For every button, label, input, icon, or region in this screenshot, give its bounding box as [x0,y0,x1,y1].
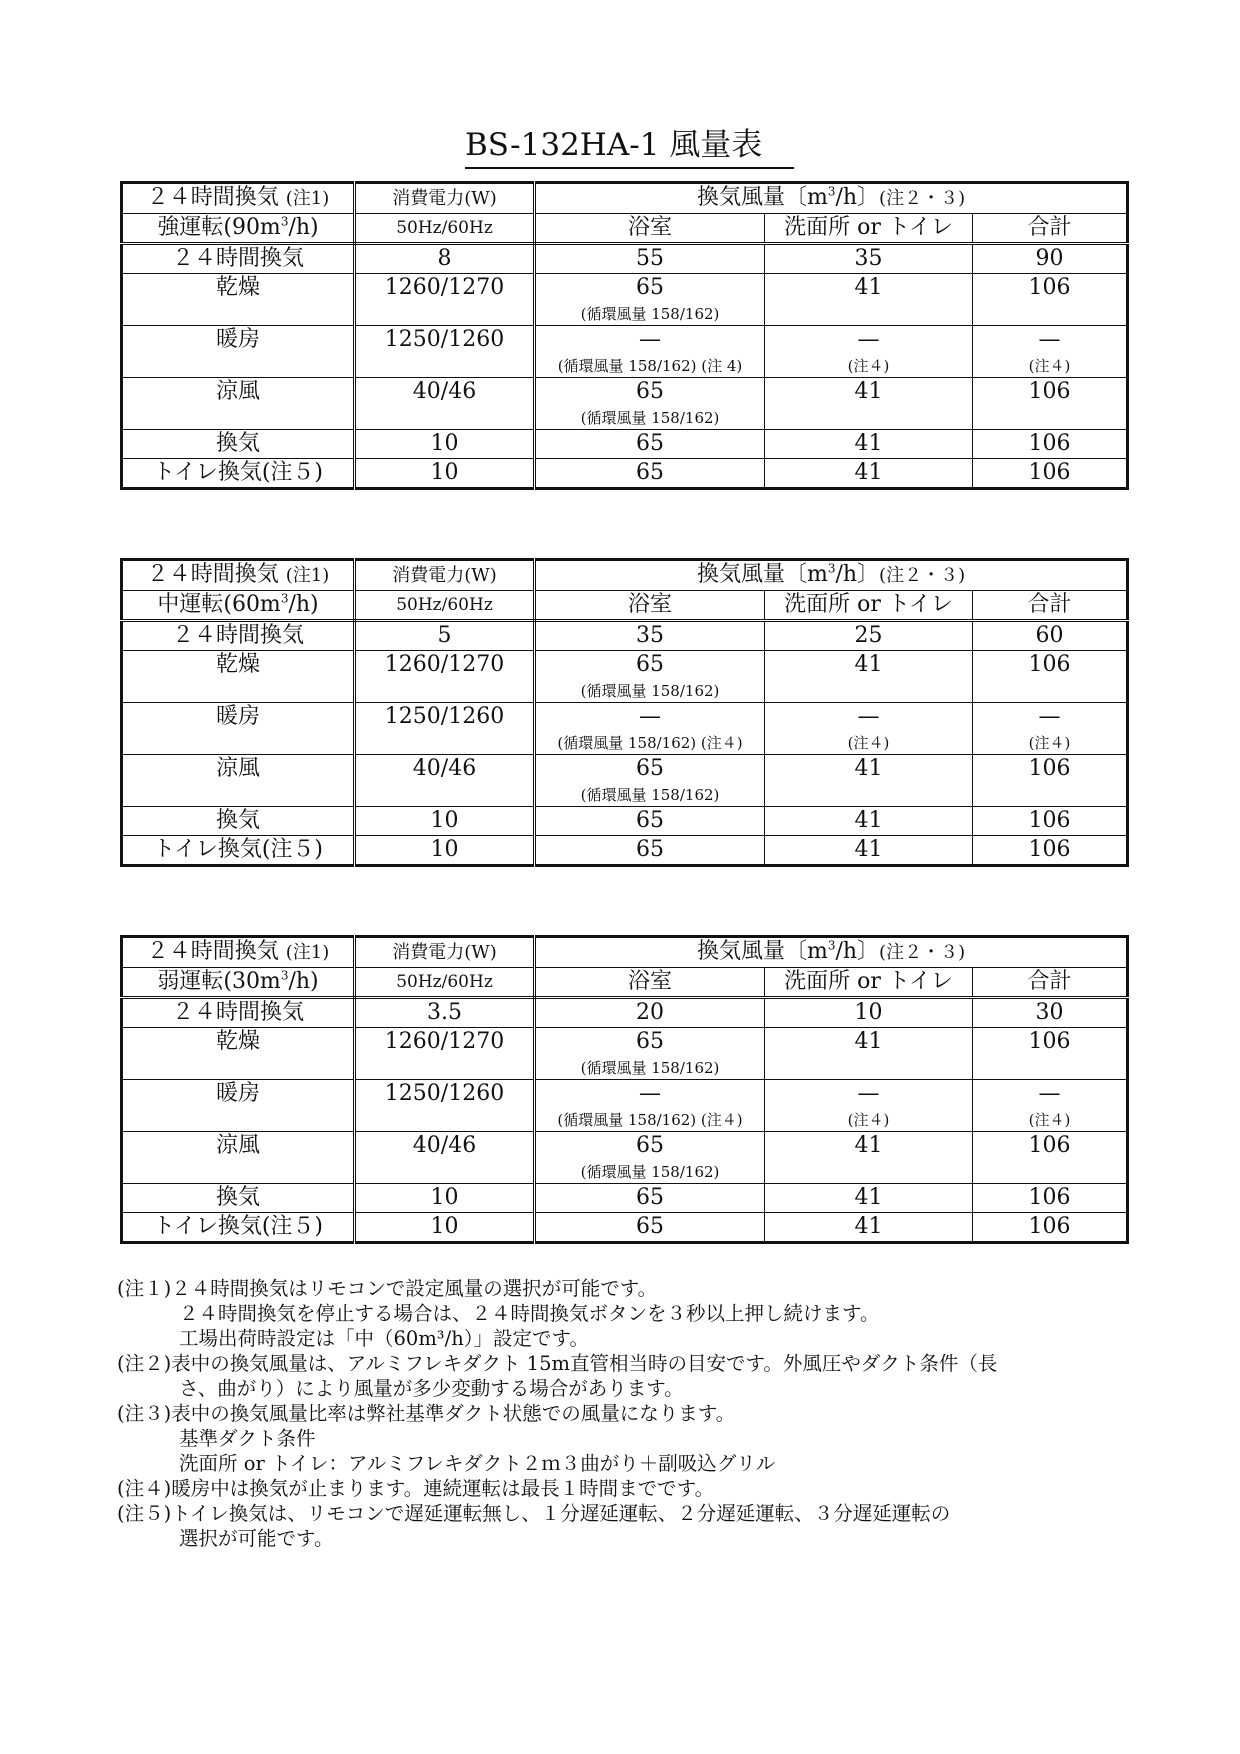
wash-cell-value: 41 [854,431,883,456]
wash-cell-value: 41 [854,460,883,485]
header-freq-label: 50Hz/60Hz [355,968,535,998]
note-line: (注３)表中の換気風量比率は弊社基準ダクト状態での風量になります。 [117,1402,736,1425]
header-freq-label: 50Hz/60Hz [355,591,535,621]
total-cell-value: 30 [1035,1000,1064,1025]
header-power-label: 消費電力(W) [355,560,535,591]
table-row [122,807,1128,836]
bath-cell [535,378,765,430]
table-row [122,1184,1128,1213]
flow-note: (注２・３) [879,942,966,963]
mode-cell: 涼風 [122,378,355,430]
mode-cell: 換気 [122,1184,355,1213]
wash-cell [765,998,973,1028]
total-cell-subnote: (注４) [1028,734,1071,752]
total-cell-value: 106 [1028,379,1071,404]
speed-post: /h) [288,969,319,994]
bath-cell [535,459,765,489]
wash-cell-value: 41 [854,1133,883,1158]
total-cell-value: — [1038,704,1061,729]
total-cell [973,1080,1128,1132]
power-cell: 10 [355,1184,535,1213]
note-line: (注１)２４時間換気はリモコンで設定風量の選択が可能です。 [117,1277,658,1300]
total-cell [973,1184,1128,1213]
airflow-table [120,935,1129,1244]
wash-cell-subnote: (注４) [847,734,890,752]
total-cell-value: 106 [1028,431,1071,456]
bath-cell-value: 65 [636,808,664,833]
bath-cell-value: 65 [636,460,664,485]
table-row [122,274,1128,326]
col-wash-header: 洗面所 or トイレ [765,214,973,244]
wash-cell-value: 25 [854,623,883,648]
power-cell: 10 [355,807,535,836]
bath-cell [535,430,765,459]
total-cell-subnote: (注４) [1028,357,1071,375]
power-cell: 1260/1270 [355,651,535,703]
total-cell-value: 106 [1028,756,1071,781]
power-cell: 40/46 [355,755,535,807]
note-line: 基準ダクト条件 [179,1427,316,1450]
total-cell-value: 106 [1028,1133,1071,1158]
flow-label-sup: 3 [827,938,836,953]
col-bath-header: 浴室 [535,968,765,998]
table-row [122,1080,1128,1132]
wash-cell-value: 41 [854,275,883,300]
flow-label-pre: 換気風量〔m [696,562,828,587]
total-cell-value: 106 [1028,460,1071,485]
wash-cell [765,1213,973,1243]
power-cell: 8 [355,244,535,274]
total-cell [973,703,1128,755]
wash-cell-value: 41 [854,1029,883,1054]
total-cell [973,755,1128,807]
bath-cell-value: 65 [636,431,664,456]
flow-label-sup: 3 [827,561,836,576]
mode-cell: 換気 [122,430,355,459]
table-row [122,1132,1128,1184]
total-cell [973,998,1128,1028]
wash-cell-value: 41 [854,1214,883,1239]
power-cell: 1250/1260 [355,703,535,755]
speed-sup: 3 [280,214,289,229]
bath-cell [535,807,765,836]
note-line: ２４時間換気を停止する場合は、２４時間換気ボタンを３秒以上押し続けます。 [179,1302,880,1325]
mode-cell: トイレ換気(注５) [122,836,355,866]
col-wash-header: 洗面所 or トイレ [765,968,973,998]
bath-cell [535,326,765,378]
total-cell-value: 106 [1028,837,1071,862]
bath-cell-subnote: (循環風量 158/162) (注４) [557,734,743,752]
table-row [122,998,1128,1028]
header-24h-text: ２４時間換気 [146,185,279,210]
wash-cell [765,836,973,866]
mode-cell: トイレ換気(注５) [122,459,355,489]
flow-label-post: /h〕 [835,185,880,210]
speed-pre: 弱運転(30m [157,969,281,994]
bath-cell [535,1184,765,1213]
total-cell [973,459,1128,489]
bath-cell-value: 65 [636,1029,664,1054]
table-row [122,621,1128,651]
bath-cell [535,621,765,651]
wash-cell-value: 41 [854,1185,883,1210]
wash-cell [765,755,973,807]
bath-cell-value: 65 [636,652,664,677]
total-cell [973,1213,1128,1243]
header-24h-label [122,937,355,968]
total-cell-value: 106 [1028,1185,1071,1210]
wash-cell-value: 41 [854,808,883,833]
power-cell: 3.5 [355,998,535,1028]
total-cell [973,836,1128,866]
total-cell [973,378,1128,430]
bath-cell-subnote: (循環風量 158/162) [580,1163,720,1181]
total-cell-value: 90 [1035,246,1064,271]
wash-cell [765,378,973,430]
mode-cell: 暖房 [122,1080,355,1132]
total-cell [973,1132,1128,1184]
total-cell-value: 106 [1028,808,1071,833]
total-cell-subnote: (注４) [1028,1111,1071,1129]
bath-cell-subnote: (循環風量 158/162) (注４) [557,1111,743,1129]
header-flow-label [535,937,1128,968]
bath-cell [535,244,765,274]
wash-cell [765,621,973,651]
total-cell [973,326,1128,378]
total-cell-value: 106 [1028,652,1071,677]
bath-cell [535,274,765,326]
bath-cell-value: 65 [636,837,664,862]
wash-cell-value: 41 [854,379,883,404]
table-row [122,326,1128,378]
document-title: BS-132HA-1 風量表 [465,125,794,169]
power-cell: 40/46 [355,378,535,430]
mode-cell: 暖房 [122,326,355,378]
table-row [122,755,1128,807]
mode-cell: 暖房 [122,703,355,755]
bath-cell-value: 35 [636,623,664,648]
power-cell: 1250/1260 [355,1080,535,1132]
notes-section [117,1276,1127,1551]
header-power-label: 消費電力(W) [355,183,535,214]
total-cell-value: 106 [1028,275,1071,300]
wash-cell [765,244,973,274]
wash-cell-value: 35 [854,246,883,271]
airflow-table [120,181,1129,490]
note-line: 選択が可能です。 [179,1527,334,1550]
bath-cell [535,836,765,866]
mode-cell: 乾燥 [122,274,355,326]
bath-cell-value: — [639,327,661,352]
wash-cell-subnote: (注４) [847,357,890,375]
speed-pre: 中運転(60m [157,592,281,617]
speed-sup: 3 [280,591,289,606]
note-line: 工場出荷時設定は「中（60m³/h）」設定です。 [179,1327,589,1350]
table-row [122,651,1128,703]
header-24h-label [122,183,355,214]
speed-label [122,214,355,244]
total-cell [973,430,1128,459]
wash-cell-value: — [857,327,880,352]
speed-label [122,968,355,998]
mode-cell: 乾燥 [122,651,355,703]
flow-label-sup: 3 [827,184,836,199]
col-total-header: 合計 [973,591,1128,621]
power-cell: 1260/1270 [355,1028,535,1080]
bath-cell-subnote: (循環風量 158/162) [580,682,720,700]
speed-post: /h) [288,592,319,617]
header-power-label: 消費電力(W) [355,937,535,968]
bath-cell-value: 65 [636,756,664,781]
wash-cell [765,430,973,459]
header-24h-text: ２４時間換気 [146,939,279,964]
bath-cell-value: 65 [636,379,664,404]
power-cell: 10 [355,459,535,489]
power-cell: 5 [355,621,535,651]
wash-cell-value: 41 [854,756,883,781]
wash-cell-value: — [857,704,880,729]
mode-cell: ２４時間換気 [122,998,355,1028]
wash-cell-value: 10 [854,1000,883,1025]
bath-cell-subnote: (循環風量 158/162) [580,786,720,804]
bath-cell-value: 65 [636,1214,664,1239]
note-line: (注２)表中の換気風量は、アルミフレキダクト 15m直管相当時の目安です。外風圧やダクト条件（長 [117,1352,998,1375]
wash-cell [765,1028,973,1080]
total-cell-value: 106 [1028,1029,1071,1054]
wash-cell-value: 41 [854,837,883,862]
mode-cell: ２４時間換気 [122,621,355,651]
power-cell: 1260/1270 [355,274,535,326]
header-flow-label [535,183,1128,214]
wash-cell-subnote: (注４) [847,1111,890,1129]
header-flow-label [535,560,1128,591]
speed-pre: 強運転(90m [157,215,281,240]
mode-cell: 涼風 [122,1132,355,1184]
note1-ref: (注1) [285,942,330,963]
bath-cell [535,703,765,755]
col-bath-header: 浴室 [535,214,765,244]
speed-sup: 3 [280,968,289,983]
wash-cell [765,1132,973,1184]
total-cell [973,1028,1128,1080]
wash-cell [765,807,973,836]
mode-cell: 乾燥 [122,1028,355,1080]
bath-cell [535,1213,765,1243]
bath-cell-value: — [639,704,661,729]
wash-cell [765,651,973,703]
note-line: (注４)暖房中は換気が止まります。連続運転は最長１時間までです。 [117,1477,715,1500]
total-cell [973,621,1128,651]
bath-cell-value: — [639,1081,661,1106]
table-row [122,244,1128,274]
wash-cell [765,1080,973,1132]
total-cell-value: 60 [1035,623,1064,648]
bath-cell-value: 65 [636,275,664,300]
speed-post: /h) [288,215,319,240]
bath-cell-value: 65 [636,1185,664,1210]
bath-cell-subnote: (循環風量 158/162) [580,1059,720,1077]
note1-ref: (注1) [285,565,330,586]
total-cell [973,244,1128,274]
table-row [122,430,1128,459]
total-cell [973,274,1128,326]
bath-cell [535,651,765,703]
bath-cell-subnote: (循環風量 158/162) (注 4) [557,357,743,375]
col-total-header: 合計 [973,968,1128,998]
note-line: (注５)トイレ換気は、リモコンで遅延運転無し、１分遅延運転、２分遅延運転、３分遅延運転の [117,1502,951,1525]
table-row [122,459,1128,489]
table-row [122,1028,1128,1080]
power-cell: 10 [355,1213,535,1243]
power-cell: 1250/1260 [355,326,535,378]
note-line: 洗面所 or トイレ：アルミフレキダクト２ｍ３曲がり＋副吸込グリル [179,1452,776,1475]
table-row [122,703,1128,755]
col-total-header: 合計 [973,214,1128,244]
bath-cell-value: 55 [636,246,664,271]
col-bath-header: 浴室 [535,591,765,621]
power-cell: 10 [355,430,535,459]
header-freq-label: 50Hz/60Hz [355,214,535,244]
speed-label [122,591,355,621]
wash-cell [765,274,973,326]
bath-cell-subnote: (循環風量 158/162) [580,409,720,427]
flow-label-pre: 換気風量〔m [696,185,828,210]
bath-cell [535,1132,765,1184]
bath-cell-value: 20 [636,1000,664,1025]
table-row [122,378,1128,430]
bath-cell [535,1080,765,1132]
airflow-table [120,558,1129,867]
flow-note: (注２・３) [879,565,966,586]
wash-cell-value: — [857,1081,880,1106]
total-cell [973,807,1128,836]
header-24h-text: ２４時間換気 [146,562,279,587]
total-cell-value: 106 [1028,1214,1071,1239]
power-cell: 10 [355,836,535,866]
flow-label-post: /h〕 [835,939,880,964]
bath-cell-subnote: (循環風量 158/162) [580,305,720,323]
total-cell [973,651,1128,703]
mode-cell: ２４時間換気 [122,244,355,274]
note-line: さ、曲がり）により風量が多少変動する場合があります。 [179,1377,684,1400]
flow-note: (注２・３) [879,188,966,209]
power-cell: 40/46 [355,1132,535,1184]
total-cell-value: — [1038,327,1061,352]
wash-cell [765,1184,973,1213]
bath-cell [535,755,765,807]
mode-cell: 涼風 [122,755,355,807]
bath-cell [535,1028,765,1080]
bath-cell [535,998,765,1028]
wash-cell [765,459,973,489]
table-row [122,1213,1128,1243]
total-cell-value: — [1038,1081,1061,1106]
bath-cell-value: 65 [636,1133,664,1158]
wash-cell [765,703,973,755]
header-24h-label [122,560,355,591]
wash-cell-value: 41 [854,652,883,677]
flow-label-pre: 換気風量〔m [696,939,828,964]
mode-cell: トイレ換気(注５) [122,1213,355,1243]
flow-label-post: /h〕 [835,562,880,587]
col-wash-header: 洗面所 or トイレ [765,591,973,621]
note1-ref: (注1) [285,188,330,209]
mode-cell: 換気 [122,807,355,836]
table-row [122,836,1128,866]
wash-cell [765,326,973,378]
